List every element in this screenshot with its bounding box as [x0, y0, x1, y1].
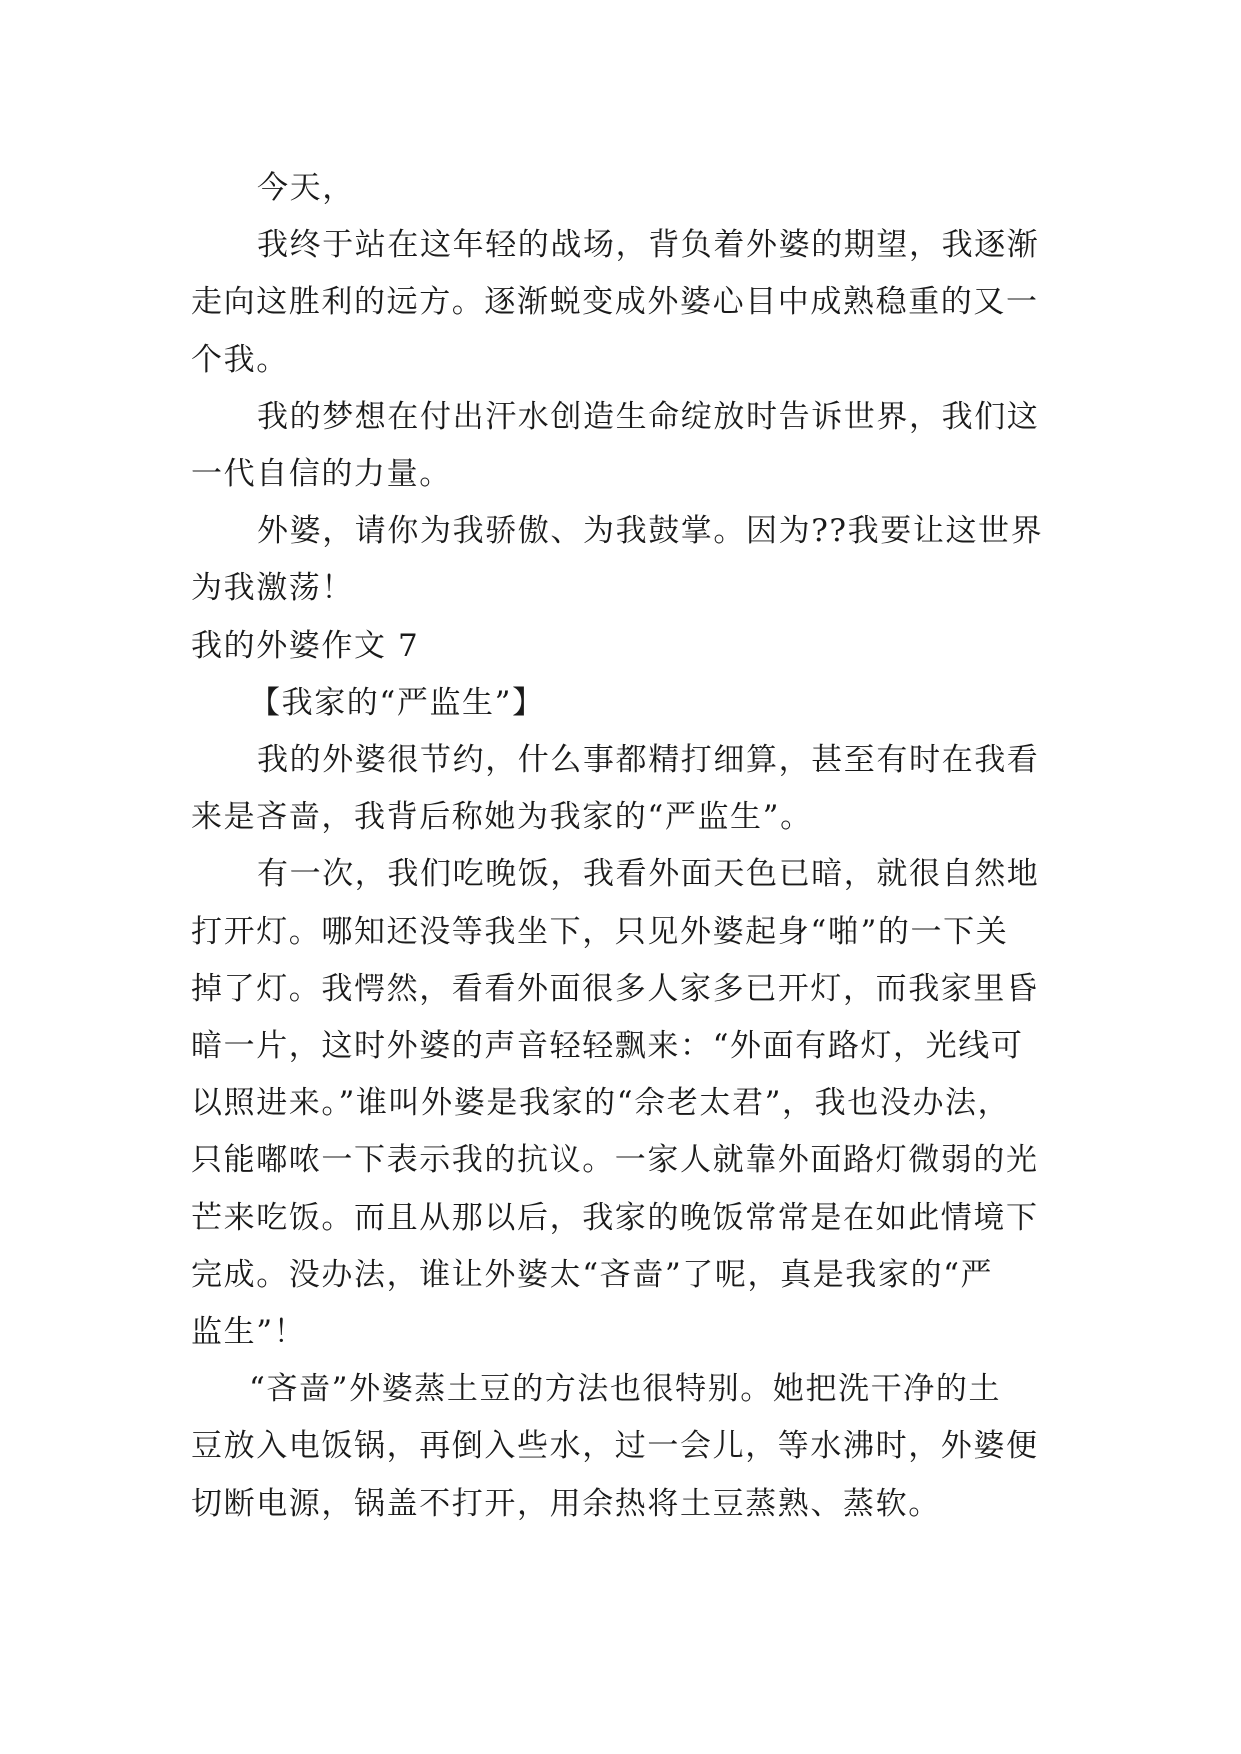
- text-line: “吝啬”外婆蒸土豆的方法也很特别。她把洗干净的土: [249, 1371, 1002, 1408]
- text-line: 来是吝啬，我背后称她为我家的“严监生”。: [191, 799, 813, 836]
- text-line: 打开灯。哪知还没等我坐下，只见外婆起身“啪”的一下关: [191, 913, 1009, 950]
- text-line: 完成。没办法，谁让外婆太“吝啬”了呢，真是我家的“严: [191, 1256, 994, 1293]
- text-line: 外婆，请你为我骄傲、为我鼓掌。因为??我要让这世界: [257, 513, 1044, 550]
- essay-subtitle: [191, 675, 1053, 732]
- paragraph-potatoes: [191, 1361, 1053, 1533]
- text-line: 暗一片，这时外婆的声音轻轻飘来：“外面有路灯，光线可: [191, 1028, 1024, 1065]
- paragraph-grandma-proud: [191, 503, 1053, 617]
- paragraph-dinner-light: [191, 846, 1053, 1361]
- text-line: 我的梦想在付出汗水创造生命绽放时告诉世界，我们这: [257, 398, 1040, 435]
- paragraph-today: [191, 160, 1053, 217]
- paragraph-dream: [191, 389, 1053, 503]
- text-line: 芒来吃饭。而且从那以后，我家的晚饭常常是在如此情境下: [191, 1199, 1039, 1236]
- text-line: 我终于站在这年轻的战场，背负着外婆的期望，我逐渐: [257, 227, 1040, 264]
- text-line: 我的外婆很节约，什么事都精打细算，甚至有时在我看: [257, 742, 1040, 779]
- document-body: [191, 160, 1053, 1533]
- text-line: 监生”！: [191, 1314, 307, 1351]
- text-line: 为我激荡！: [191, 570, 354, 607]
- text-line: 掉了灯。我愕然，看看外面很多人家多已开灯，而我家里昏: [191, 970, 1039, 1007]
- text-line: 今天，: [257, 170, 355, 206]
- text-line: 以照进来。”谁叫外婆是我家的“佘老太君”，我也没办法，: [191, 1085, 1011, 1122]
- text-line: 切断电源，锅盖不打开，用余热将土豆蒸熟、蒸软。: [191, 1485, 941, 1522]
- text-line: 【我家的“严监生”】: [249, 684, 545, 721]
- text-line: 有一次，我们吃晚饭，我看外面天色已暗，就很自然地: [257, 856, 1040, 893]
- essay-title: [191, 618, 1053, 675]
- text-line: 个我。: [191, 341, 289, 378]
- text-line: 我的外婆作文 7: [191, 627, 420, 664]
- paragraph-battlefield: [191, 217, 1053, 389]
- paragraph-frugal: [191, 732, 1053, 846]
- text-line: 豆放入电饭锅，再倒入些水，过一会儿，等水沸时，外婆便: [191, 1428, 1039, 1465]
- text-line: 走向这胜利的远方。逐渐蜕变成外婆心目中成熟稳重的又一: [191, 284, 1039, 321]
- text-line: 只能嘟哝一下表示我的抗议。一家人就靠外面路灯微弱的光: [191, 1142, 1039, 1179]
- text-line: 一代自信的力量。: [191, 456, 452, 493]
